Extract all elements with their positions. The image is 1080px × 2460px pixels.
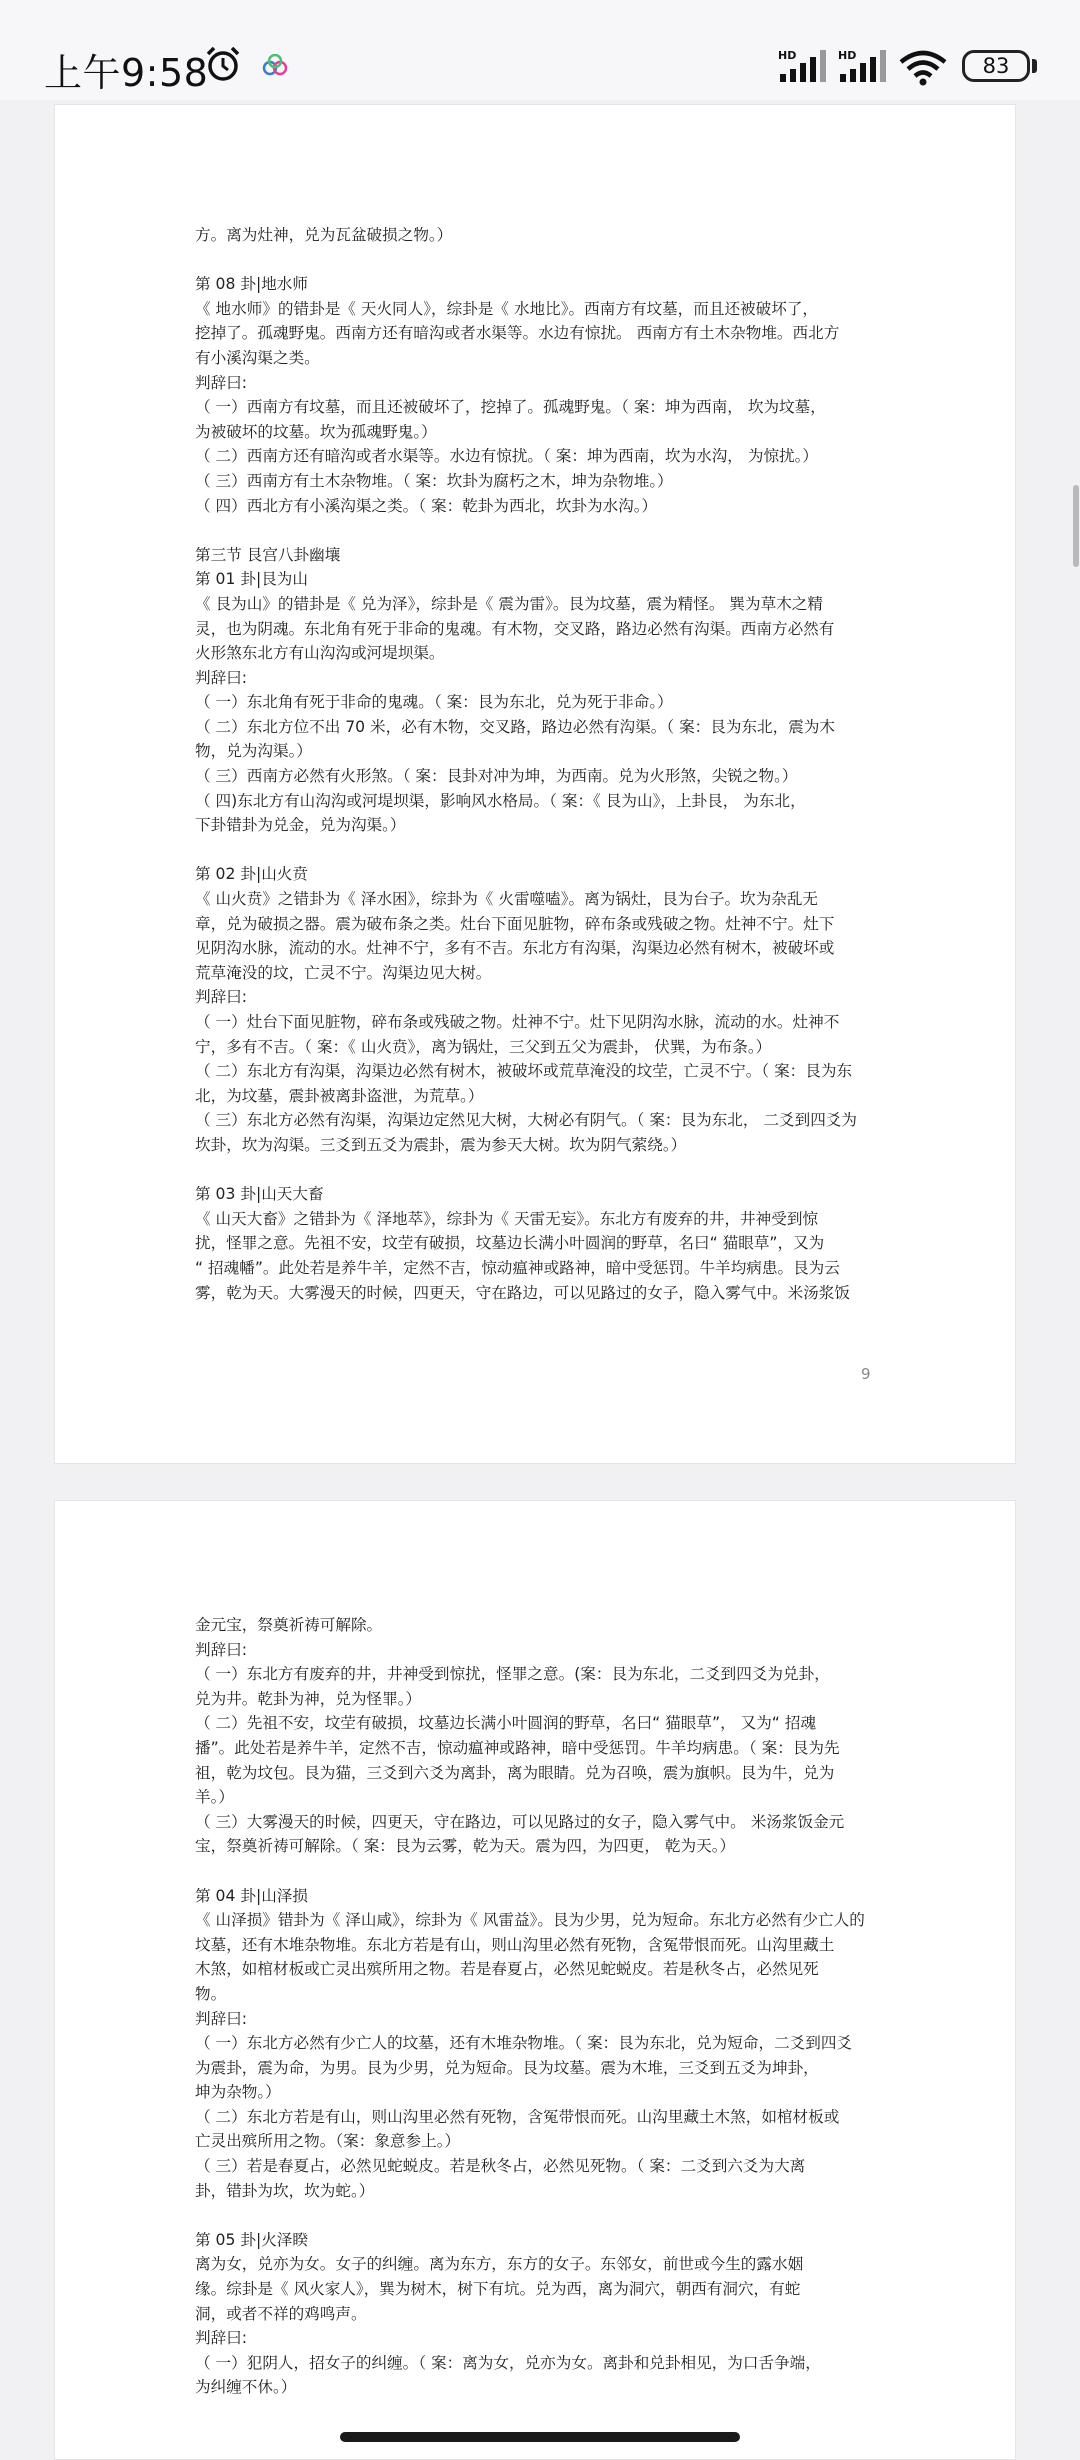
text-line: 判辞曰: [195, 668, 248, 687]
text-line: 《 山泽损》错卦为《 泽山咸》，综卦为《 风雷益》。艮为少男，兑为短命。东北方必然有少亡人的 [195, 1911, 865, 1930]
blank-line [195, 1859, 927, 1884]
page-text [195, 1613, 927, 2400]
text-line: 判辞曰: [195, 1640, 248, 1659]
text-line: 灵，也为阴魂。东北角有死于非命的鬼魂。有木物，交叉路，路边必然有沟渠。西南方必然有 [195, 619, 835, 638]
text-line: 祖，乾为坟包。艮为猫，三爻到六爻为离卦，离为眼睛。兑为召唤，震为旗帜。艮为牛，兑为 [195, 1763, 835, 1782]
text-line: 坟墓，还有木堆杂物堆。东北方若是有山，则山沟里必然有死物，含冤带恨而死。山沟里藏土 [195, 1935, 835, 1954]
text-line: 木煞，如棺材板或亡灵出殡所用之物。若是春夏占，必然见蛇蜕皮。若是秋冬占，必然见死 [195, 1960, 819, 1979]
text-line: 宝，祭奠祈祷可解除。（ 案：艮为云雾，乾为天。震为四，为四更， 乾为天。） [195, 1837, 736, 1856]
text-line: 《 艮为山》的错卦是《 兑为泽》，综卦是《 震为雷》。艮为坟墓，震为精怪。 巽为草木之精 [195, 594, 823, 613]
text-line: （ 一）东北角有死于非命的鬼魂。（ 案：艮为东北，兑为死于非命。） [195, 693, 673, 712]
text-line: 第 08 卦|地水师 [195, 275, 308, 294]
text-line: 金元宝，祭奠祈祷可解除。 [195, 1616, 383, 1634]
text-line: （ 二）东北方位不出 70 米，必有木物，交叉路，路边必然有沟渠。（ 案：艮为东北，震为木 [195, 717, 836, 736]
text-line: 羊。） [195, 1788, 234, 1807]
text-line: 见阴沟水脉，流动的水。灶神不宁，多有不吉。东北方有沟渠，沟渠边必然有树木，被破坏或 [195, 939, 835, 958]
home-indicator[interactable] [340, 2432, 740, 2442]
text-line: （ 一）东北方有废弃的井，井神受到惊扰，怪罪之意。(案：艮为东北，二爻到四爻为兑卦， [195, 1665, 830, 1684]
text-line: 为纠缠不休。） [195, 2378, 297, 2397]
document-page [54, 1500, 1016, 2460]
blank-line [195, 248, 927, 273]
text-line: （ 二）先祖不安，坟茔有破损，坟墓边长满小叶圆润的野草，名曰“ 猫眼草”， 又为“ 招魂 [195, 1714, 817, 1733]
text-line: 判辞曰: [195, 2009, 248, 2028]
text-line: （ 三）若是春夏占，必然见蛇蜕皮。若是秋冬占，必然见死物。（ 案：二爻到六爻为大离 [195, 2157, 806, 2176]
text-line: 章，兑为破损之器。震为破布条之类。灶台下面见脏物，碎布条或残破之物。灶神不宁。灶下 [195, 914, 835, 933]
alarm-clock-icon [203, 44, 243, 84]
text-line: （ 三）西南方有土木杂物堆。（ 案：坎卦为腐朽之木，坤为杂物堆。） [195, 471, 673, 490]
blank-line [195, 1158, 927, 1183]
text-line: （ 二）东北方有沟渠，沟渠边必然有树木，被破坏或荒草淹没的坟茔，亡灵不宁。（ 案：艮为东 [195, 1062, 853, 1081]
text-line: 《 地水师》的错卦是《 天火同人》，综卦是《 水地比》。西南方有坟墓，而且还被破坏了， [195, 299, 819, 318]
text-line: 为被破坏的坟墓。坎为孤魂野鬼。） [195, 422, 437, 441]
text-line: 雾，乾为天。大雾漫天的时候，四更天，守在路边，可以见路过的女子，隐入雾气中。米汤浆饭 [195, 1283, 850, 1302]
text-line: 物，兑为沟渠。） [195, 742, 312, 761]
text-line: 坤为杂物。） [195, 2083, 281, 2102]
text-line: 《 山天大畜》之错卦为《 泽地萃》，综卦为《 天雷无妄》。东北方有废弃的井，井神受到惊 [195, 1209, 819, 1228]
signal-hd-label: HD [778, 49, 797, 62]
signal-hd-label-2: HD [838, 49, 857, 62]
text-line: 扰，怪罪之意。先祖不安，坟茔有破损，坟墓边长满小叶圆润的野草，名曰“ 猫眼草”，又为 [195, 1234, 825, 1253]
text-line: 判辞曰: [195, 2329, 248, 2348]
battery-icon [962, 50, 1030, 82]
text-line: 第 04 卦|山泽损 [195, 1886, 308, 1905]
text-line: 宁，多有不吉。（ 案：《 山火贲》，离为锅灶，三父到五父为震卦， 伏巽，为布条。） [195, 1037, 772, 1056]
text-line: （ 一）西南方有坟墓，而且还被破坏了，挖掉了。孤魂野鬼。（ 案：坤为西南， 坎为坟墓， [195, 398, 826, 417]
cellular-signal-icon [778, 48, 828, 84]
text-line: 有小溪沟渠之类。 [195, 348, 320, 367]
status-bar [0, 0, 1080, 100]
text-line: 第 01 卦|艮为山 [195, 570, 308, 589]
text-line: 第 03 卦|山天大畜 [195, 1185, 324, 1204]
text-line: （ 三）大雾漫天的时候，四更天，守在路边，可以见路过的女子，隐入雾气中。 米汤浆饭金元 [195, 1812, 845, 1831]
battery-tip [1032, 59, 1037, 73]
text-line: 下卦错卦为兑金，兑为沟渠。） [195, 816, 406, 835]
text-line: 洞，或者不祥的鸡鸣声。 [195, 2304, 367, 2323]
text-line: （ 一）灶台下面见脏物，碎布条或残破之物。灶神不宁。灶下见阴沟水脉，流动的水。灶神不 [195, 1013, 840, 1031]
page-number: 9 [861, 1365, 871, 1383]
status-time: 上午9:58 [44, 51, 209, 95]
battery-level: 83 [982, 54, 1010, 78]
text-line: 播”。此处若是养牛羊，定然不吉，惊动瘟神或路神，暗中受惩罚。牛羊均病患。（ 案：艮为先 [195, 1738, 840, 1757]
text-line: 判辞曰: [195, 988, 248, 1007]
cellular-signal-2-icon [838, 48, 888, 84]
text-line: （ 二）东北方若是有山，则山沟里必然有死物，含冤带恨而死。山沟里藏土木煞，如棺材板或 [195, 2107, 840, 2126]
document-page [54, 104, 1016, 1464]
text-line: （ 二）西南方还有暗沟或者水渠等。水边有惊扰。（ 案：坤为西南，坎为水沟， 为惊扰。） [195, 447, 819, 466]
text-line: （ 一）犯阴人，招女子的纠缠。（ 案：离为女，兑亦为女。离卦和兑卦相见，为口舌争端， [195, 2353, 821, 2372]
text-line: （ 一）东北方必然有少亡人的坟墓，还有木堆杂物堆。（ 案：艮为东北，兑为短命，二爻到四爻 [195, 2034, 853, 2053]
text-line: 卦，错卦为坎，坎为蛇。） [195, 2181, 375, 2200]
text-line: 荒草淹没的坟，亡灵不宁。沟渠边见大树。 [195, 963, 492, 982]
text-line: （ 四)东北方有山沟沟或河堤坝渠，影响风水格局。（ 案：《 艮为山》，上卦艮， 为东北， [195, 791, 806, 810]
blank-line [195, 838, 927, 863]
text-line: 物。 [195, 1984, 227, 2003]
text-line: （ 四）西北方有小溪沟渠之类。（ 案：乾卦为西北，坎卦为水沟。） [195, 496, 658, 515]
text-line: 方。离为灶神，兑为瓦盆破损之物。） [195, 226, 453, 244]
text-line: 第三节 艮宫八卦幽壤 [195, 545, 341, 564]
page-text [195, 223, 927, 1305]
text-line: 缘。综卦是《 风火家人》，巽为树木，树下有坑。兑为西，离为洞穴，朝西有洞穴，有蛇 [195, 2280, 801, 2299]
text-line: （ 三）西南方必然有火形煞。（ 案：艮卦对冲为坤，为西南。兑为火形煞，尖锐之物。） [195, 767, 798, 786]
scrollbar-thumb[interactable] [1073, 485, 1079, 567]
text-line: 第 02 卦|山火贲 [195, 865, 308, 884]
app-notification-icon [262, 54, 288, 76]
text-line: 为震卦，震为命，为男。艮为少男，兑为短命。艮为坟墓。震为木堆，三爻到五爻为坤卦， [195, 2058, 819, 2077]
text-line: 判辞曰: [195, 373, 248, 392]
text-line: 坎卦，坎为沟渠。三爻到五爻为震卦，震为参天大树。坎为阴气萦绕。） [195, 1135, 687, 1154]
text-line: “ 招魂幡”。此处若是养牛羊，定然不吉，惊动瘟神或路神，暗中受惩罚。牛羊均病患。艮为云 [195, 1258, 840, 1277]
blank-line [195, 518, 927, 543]
text-line: 兑为井。乾卦为神，兑为怪罪。） [195, 1689, 422, 1708]
text-line: 第 05 卦|火泽睽 [195, 2230, 308, 2249]
text-line: 离为女，兑亦为女。女子的纠缠。离为东方，东方的女子。东邻女，前世或今生的露水姻 [195, 2255, 804, 2274]
wifi-icon [898, 48, 948, 86]
text-line: 《 山火贲》之错卦为《 泽水困》，综卦为《 火雷噬嗑》。离为锅灶，艮为台子。坎为杂乱无 [195, 890, 819, 909]
text-line: 北，为坟墓，震卦被离卦盗泄，为荒草。） [195, 1086, 484, 1105]
text-line: 挖掉了。孤魂野鬼。西南方还有暗沟或者水渠等。水边有惊扰。 西南方有土木杂物堆。西北方 [195, 324, 840, 343]
text-line: （ 三）东北方必然有沟渠，沟渠边定然见大树，大树必有阴气。（ 案：艮为东北， 二爻到四爻为 [195, 1111, 858, 1130]
blank-line [195, 2203, 927, 2228]
text-line: 火形煞东北方有山沟沟或河堤坝渠。 [195, 644, 445, 663]
text-line: 亡灵出殡所用之物。（案：象意参上。） [195, 2132, 461, 2151]
